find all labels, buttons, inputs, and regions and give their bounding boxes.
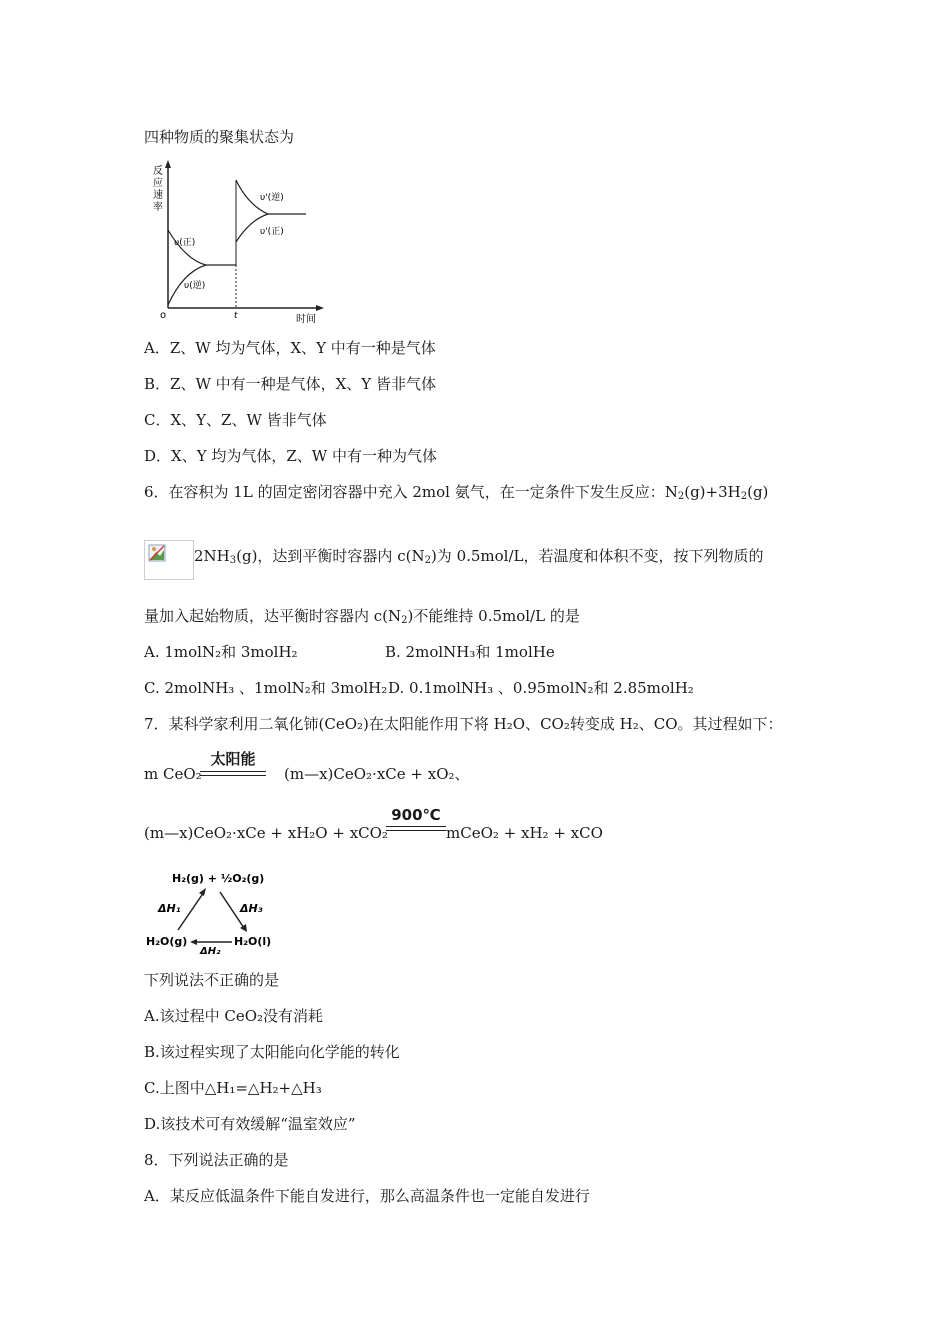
q6-line2-b: (g)，达到平衡时容器内 c(N xyxy=(236,547,425,565)
q6-stem-line2 xyxy=(194,546,764,566)
origin-label: o xyxy=(160,310,167,321)
q6-line2-a: 2NH xyxy=(194,547,230,565)
dh3-label: ΔH₃ xyxy=(240,902,263,915)
dh1-label: ΔH₁ xyxy=(158,902,181,915)
q7-question: 下列说法不正确的是 xyxy=(144,971,280,989)
dh3-arrowhead xyxy=(240,924,247,932)
q7-eq1-condition-arrow xyxy=(200,748,266,776)
q5-option-b: B．Z、W 中有一种是气体，X、Y 皆非气体 xyxy=(144,375,436,393)
dh2-arrowhead xyxy=(190,939,197,945)
q6-n2: N xyxy=(664,483,678,501)
q7-eq1-line2 xyxy=(200,775,266,776)
q7-eq1-left: m CeO₂ xyxy=(144,765,202,783)
q6-n2-state: (g)+3H xyxy=(684,483,741,501)
q6-line2-c: )为 0.5mol/L，若温度和体积不变，按下列物质的 xyxy=(430,547,764,565)
q6-h2-sub: 2 xyxy=(740,491,748,502)
q7-eq2-line2 xyxy=(386,830,446,831)
cycle-right-label: H₂O(l) xyxy=(234,935,272,948)
v-forward-label: υ(正) xyxy=(174,238,196,248)
rate-time-graph xyxy=(148,160,328,325)
x-label: 时间 xyxy=(296,314,316,325)
q7-eq2-condition-arrow xyxy=(386,806,446,831)
q7-option-b: B.该过程实现了太阳能向化学能的转化 xyxy=(144,1043,400,1061)
q6-option-b: B. 2molNH₃和 1molHe xyxy=(385,643,555,661)
q6-line3-a: 量加入起始物质，达平衡时容器内 c(N xyxy=(144,607,402,625)
q5-option-d: D．X、Y 均为气体，Z、W 中有一种为气体 xyxy=(144,447,437,465)
x-axis-arrow xyxy=(316,305,324,311)
q7-option-a: A.该过程中 CeO₂没有消耗 xyxy=(144,1007,324,1025)
q8-option-a: A．某反应低温条件下能自发进行，那么高温条件也一定能自发进行 xyxy=(144,1187,590,1205)
v-forward-prime-label: υ'(正) xyxy=(260,227,284,237)
dh1-arrowhead xyxy=(199,888,206,896)
broken-image-icon xyxy=(144,540,194,580)
y-label-2: 应 xyxy=(153,178,163,189)
t-label: t xyxy=(234,311,238,321)
q6-line2-a-sub: 3 xyxy=(229,555,237,566)
q6-stem-line3 xyxy=(144,606,580,626)
cycle-top-label: H₂(g) + ½O₂(g) xyxy=(172,872,265,885)
q7-option-d: D.该技术可有效缓解“温室效应” xyxy=(144,1115,356,1133)
y-label-3: 速 xyxy=(153,190,163,201)
q6-option-d: D. 0.1molNH₃ 、0.95molN₂和 2.85molH₂ xyxy=(388,679,694,697)
y-axis-arrow xyxy=(165,160,171,168)
q7-eq1-line1 xyxy=(200,771,266,772)
q6-stem-line1 xyxy=(144,482,768,502)
q6-stem-text: 6．在容积为 1L 的固定密闭容器中充入 2mol 氨气，在一定条件下发生反应： xyxy=(144,483,665,501)
q7-eq2-condition: 900℃ xyxy=(391,806,441,824)
image-placeholder-icon xyxy=(148,544,166,562)
enthalpy-cycle-diagram xyxy=(144,866,279,954)
q7-eq2-line1 xyxy=(386,826,446,827)
q5-option-a: A．Z、W 均为气体，X、Y 中有一种是气体 xyxy=(144,339,436,357)
q6-h2-state: (g) xyxy=(747,483,769,501)
q6-option-a: A. 1molN₂和 3molH₂ xyxy=(144,643,298,661)
q7-eq1-right: (m—x)CeO₂·xCe + xO₂、 xyxy=(284,765,470,783)
q6-line2-b-sub: 2 xyxy=(424,555,431,566)
q6-option-c: C. 2molNH₃ 、1molN₂和 3molH₂ xyxy=(144,679,388,697)
q8-stem: 8．下列说法正确的是 xyxy=(144,1151,289,1169)
q5-intro: 四种物质的聚集状态为 xyxy=(144,128,295,146)
q7-option-c: C.上图中△H₁=△H₂+△H₃ xyxy=(144,1079,322,1097)
y-label-4: 率 xyxy=(153,202,163,213)
q6-line3-b: )不能维持 0.5mol/L 的是 xyxy=(407,607,580,625)
dh2-label: ΔH₂ xyxy=(200,946,221,954)
y-label-1: 反 xyxy=(153,166,163,177)
q7-eq1-condition: 太阳能 xyxy=(210,750,256,768)
v-reverse-label: υ(逆) xyxy=(184,281,206,291)
dh1-arrow-line xyxy=(178,892,204,930)
q7-stem: 7．某科学家利用二氧化铈(CeO₂)在太阳能作用下将 H₂O、CO₂转变成 H₂、CO。其过程如下： xyxy=(144,715,783,733)
cycle-left-label: H₂O(g) xyxy=(146,935,188,948)
q7-eq2-right: mCeO₂ + xH₂ + xCO xyxy=(446,824,603,842)
q7-eq2-left: (m—x)CeO₂·xCe + xH₂O + xCO₂ xyxy=(144,824,388,842)
q6-line3-a-sub: 2 xyxy=(401,615,408,626)
v-reverse-prime-label: υ'(逆) xyxy=(260,193,284,203)
q6-n2-sub: 2 xyxy=(677,491,685,502)
q5-option-c: C．X、Y、Z、W 皆非气体 xyxy=(144,411,327,429)
